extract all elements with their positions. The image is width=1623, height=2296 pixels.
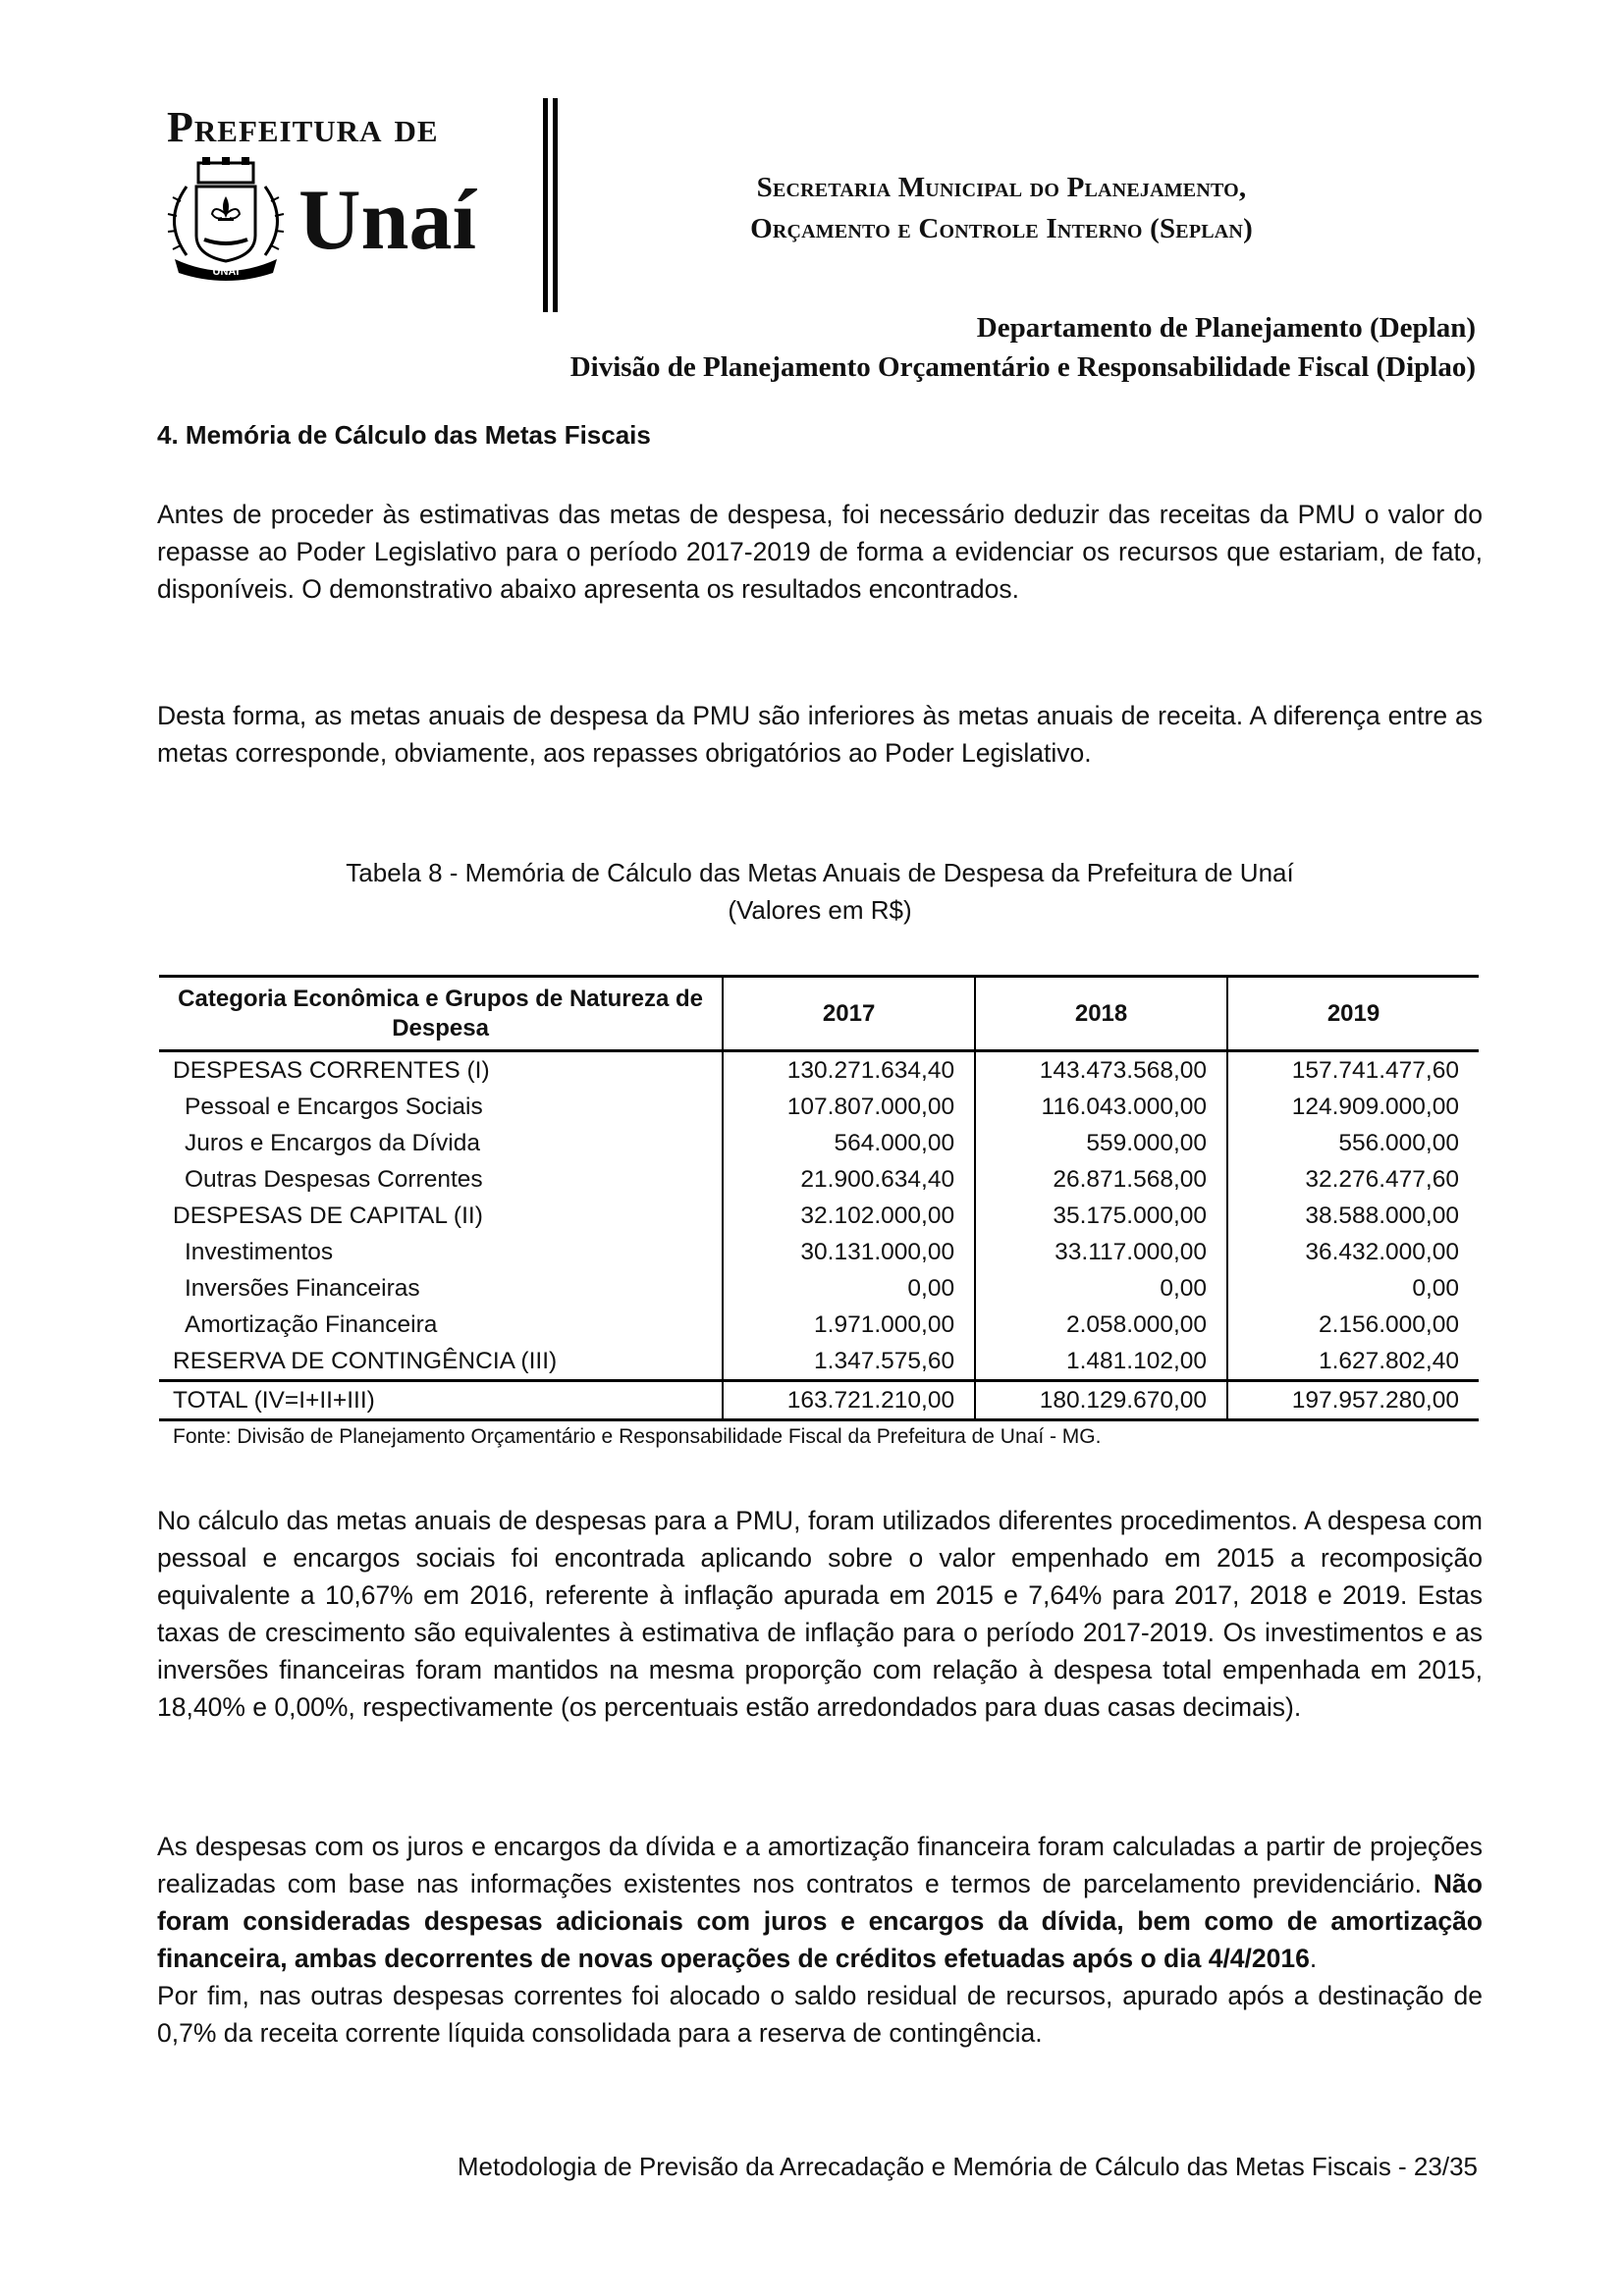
table-header-row (159, 977, 1479, 1051)
cell-2017: 0,00 (723, 1270, 975, 1307)
header-year-2019: 2019 (1227, 977, 1479, 1051)
cell-2019: 0,00 (1227, 1270, 1479, 1307)
cell-2017: 30.131.000,00 (723, 1234, 975, 1270)
table-row (159, 1343, 1479, 1381)
table-caption-units: (Valores em R$) (728, 895, 912, 925)
cell-2019: 2.156.000,00 (1227, 1307, 1479, 1343)
prefeitura-title (167, 103, 550, 151)
expense-targets-table (159, 975, 1479, 1421)
total-2017: 163.721.210,00 (723, 1381, 975, 1420)
table-row (159, 1125, 1479, 1161)
total-2019: 197.957.280,00 (1227, 1381, 1479, 1420)
prefeitura-name: Unaí (298, 173, 476, 268)
paragraph-difference: Desta forma, as metas anuais de despesa da PMU são inferiores às metas anuais de receita. A diferença entre as metas corresponde, obviamente, aos repasses obrigatórios ao Poder Legislativo. (157, 701, 1483, 768)
row-label: Pessoal e Encargos Sociais (185, 1094, 483, 1120)
row-label: Outras Despesas Correntes (185, 1166, 483, 1193)
paragraph-debt-end: . (1309, 1944, 1318, 1973)
cell-2018: 559.000,00 (975, 1125, 1227, 1161)
total-2018: 180.129.670,00 (975, 1381, 1227, 1420)
paragraph-residual: Por fim, nas outras despesas correntes foi alocado o saldo residual de recursos, apurado após a destinação de 0,7% da receita corrente líquida consolidada para a reserva de contingência. (157, 1981, 1483, 2048)
table-row (159, 1089, 1479, 1125)
cell-2018: 2.058.000,00 (975, 1307, 1227, 1343)
row-label: Investimentos (185, 1239, 334, 1265)
table-row (159, 1270, 1479, 1307)
cell-2019: 38.588.000,00 (1227, 1198, 1479, 1234)
table-source: Fonte: Divisão de Planejamento Orçamentário e Responsabilidade Fiscal da Prefeitura de Unaí - MG. (173, 1425, 1102, 1448)
page-footer: Metodologia de Previsão da Arrecadação e Memória de Cálculo das Metas Fiscais - 23/35 (457, 2152, 1478, 2181)
cell-2019: 157.741.477,60 (1227, 1051, 1479, 1090)
header-year-2017: 2017 (723, 977, 975, 1051)
paragraph-debt-normal: As despesas com os juros e encargos da dívida e a amortização financeira foram calculadas a partir de projeções realizadas com base nas informações existentes nos contratos e termos de parcelamento previdenciário. (157, 1832, 1483, 1898)
secretaria-title (628, 167, 1375, 249)
header-category: Categoria Econômica e Grupos de Natureza de Despesa (178, 985, 703, 1041)
cell-2017: 107.807.000,00 (723, 1089, 975, 1125)
row-label: RESERVA DE CONTINGÊNCIA (III) (173, 1348, 558, 1374)
table-total-row (159, 1381, 1479, 1420)
cell-2019: 36.432.000,00 (1227, 1234, 1479, 1270)
cell-2018: 1.481.102,00 (975, 1343, 1227, 1381)
row-label: DESPESAS CORRENTES (I) (173, 1057, 490, 1084)
cell-2019: 1.627.802,40 (1227, 1343, 1479, 1381)
cell-2018: 33.117.000,00 (975, 1234, 1227, 1270)
cell-2019: 556.000,00 (1227, 1125, 1479, 1161)
coat-of-arms-icon (157, 157, 295, 285)
cell-2019: 124.909.000,00 (1227, 1089, 1479, 1125)
table-caption-title: Tabela 8 - Memória de Cálculo das Metas Anuais de Despesa da Prefeitura de Unaí (346, 858, 1294, 887)
paragraph-methodology: No cálculo das metas anuais de despesas para a PMU, foram utilizados diferentes procedimentos. A despesa com pessoal e encargos sociais foi encontrada aplicando sobre o valor empenhado em 2015 a recomposição equivalente a 10,67% em 2016, referente à inflação apurada em 2015 e 7,64% para 2017, 2018 e 2019. Estas taxas de crescimento são equivalentes à estimativa de inflação para o período 2017-2019. Os investimentos e as inversões financeiras foram mantidos na mesma proporção com relação à despesa total empenhada em 2015, 18,40% e 0,00%, respectivamente (os percentuais estão arredondados para duas casas decimais). (157, 1506, 1483, 1722)
cell-2018: 26.871.568,00 (975, 1161, 1227, 1198)
section-heading: 4. Memória de Cálculo das Metas Fiscais (157, 420, 651, 450)
row-label: Juros e Encargos da Dívida (185, 1130, 480, 1156)
paragraph-debt-bold: Não foram consideradas despesas adicionais com juros e encargos da dívida, bem como de amortização financeira, ambas decorrentes de novas operações de créditos efetuadas após o dia 4/4/2016 (157, 1869, 1483, 1973)
expense-targets-table-block (159, 975, 1479, 1449)
departamento-name: Departamento de Planejamento (Deplan) (976, 312, 1476, 344)
table-row (159, 1234, 1479, 1270)
cell-2017: 32.102.000,00 (723, 1198, 975, 1234)
cell-2018: 116.043.000,00 (975, 1089, 1227, 1125)
cell-2017: 1.347.575,60 (723, 1343, 975, 1381)
cell-2018: 35.175.000,00 (975, 1198, 1227, 1234)
table-row (159, 1307, 1479, 1343)
row-label: Inversões Financeiras (185, 1275, 420, 1302)
row-label: Amortização Financeira (185, 1311, 438, 1338)
cell-2017: 564.000,00 (723, 1125, 975, 1161)
header-year-2018: 2018 (975, 977, 1227, 1051)
secretaria-line1: Secretaria Municipal do Planejamento, (756, 172, 1247, 203)
paragraph-intro: Antes de proceder às estimativas das metas de despesa, foi necessário deduzir das receitas da PMU o valor do repasse ao Poder Legislativo para o período 2017-2019 de forma a evidenciar os recursos que estariam, de fato, disponíveis. O demonstrativo abaixo apresenta os resultados encontrados. (157, 500, 1483, 604)
table-caption (157, 854, 1483, 929)
row-label: DESPESAS DE CAPITAL (II) (173, 1202, 483, 1229)
header-divider (543, 98, 557, 312)
cell-2017: 130.271.634,40 (723, 1051, 975, 1090)
secretaria-line2: Orçamento e Controle Interno (Seplan) (750, 213, 1253, 244)
table-row (159, 1161, 1479, 1198)
cell-2017: 1.971.000,00 (723, 1307, 975, 1343)
table-row (159, 1198, 1479, 1234)
paragraph-debt-block (157, 1828, 1483, 2052)
svg-text:UNAÍ: UNAÍ (212, 266, 240, 278)
cell-2019: 32.276.477,60 (1227, 1161, 1479, 1198)
cell-2018: 0,00 (975, 1270, 1227, 1307)
total-label: TOTAL (IV=I+II+III) (173, 1387, 375, 1414)
department-block (570, 308, 1476, 387)
institution-logo-block (157, 98, 550, 285)
table-row (159, 1051, 1479, 1090)
prefeitura-line1: Prefeitura de (167, 103, 439, 151)
cell-2017: 21.900.634,40 (723, 1161, 975, 1198)
cell-2018: 143.473.568,00 (975, 1051, 1227, 1090)
divisao-name: Divisão de Planejamento Orçamentário e Responsabilidade Fiscal (Diplao) (569, 351, 1476, 383)
